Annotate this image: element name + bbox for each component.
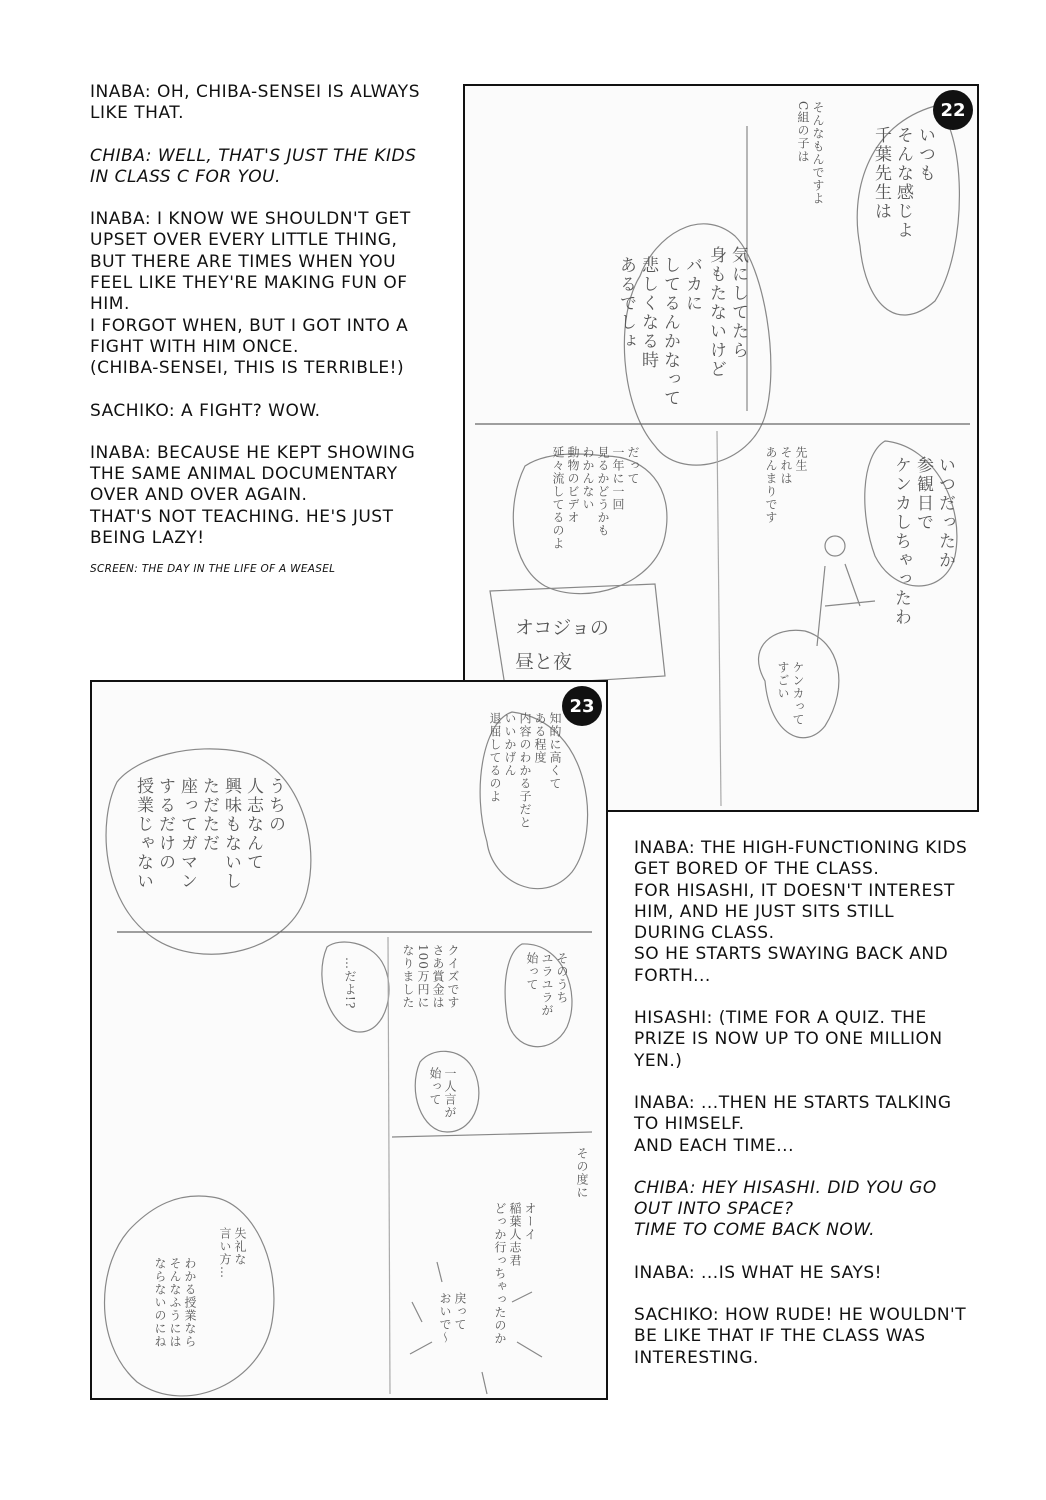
panel-number-badge: 23	[562, 686, 602, 726]
dialogue-line: BE LIKE THAT IF THE CLASS WAS	[634, 1326, 926, 1347]
dialogue-line: SACHIKO: A FIGHT? WOW.	[90, 400, 321, 421]
speech-text: 気にしてたら 身もたないけど	[706, 246, 748, 379]
dialogue-line: INABA: THE HIGH-FUNCTIONING KIDS	[634, 838, 968, 858]
dialogue-line: INTERESTING.	[634, 1347, 759, 1368]
dialogue-line: HIM.	[90, 294, 130, 315]
dialogue-line: BUT THERE ARE TIMES WHEN YOU	[90, 251, 397, 272]
speech-text: クイズです さあ賞金は 100万円に なりました	[401, 944, 460, 1009]
dialogue-line: SO HE STARTS SWAYING BACK AND	[634, 944, 949, 965]
speech-text: うちの 人志なんて 興味もないし ただただ 座ってガマン するだけの 授業じゃない	[133, 777, 285, 891]
dialogue-line: IN CLASS C FOR YOU.	[90, 166, 281, 187]
dialogue-line: (CHIBA-SENSEI, THIS IS TERRIBLE!)	[90, 358, 405, 379]
dialogue-line: GET BORED OF THE CLASS.	[634, 859, 880, 880]
board-text: オコジョの 昼と夜	[515, 617, 609, 673]
dialogue-line: TO HIMSELF.	[634, 1114, 745, 1135]
speech-text: 一人言が 始って	[428, 1067, 457, 1119]
speech-text: ケンカって すごい	[776, 661, 805, 726]
speech-text: いつも そんな感じよ 千葉先生は	[871, 126, 935, 240]
manga-panel-23	[90, 680, 608, 1400]
dialogue-line: INABA: BECAUSE HE KEPT SHOWING	[90, 442, 416, 463]
dialogue-line: PRIZE IS NOW UP TO ONE MILLION	[634, 1029, 943, 1050]
panel-number-badge: 22	[933, 90, 973, 130]
dialogue-line: LIKE THAT.	[90, 103, 185, 124]
speech-text: いつだったか 参観日で ケンカしちゃったわ	[891, 456, 955, 627]
dialogue-line: INABA: I KNOW WE SHOULDN'T GET	[90, 209, 411, 230]
speech-text: 先生 それは あんまりです	[764, 446, 808, 524]
speech-text: バカに してるんかなって 悲しくなる時 あるでしょ	[616, 256, 702, 408]
dialogue-line: CHIBA: WELL, THAT'S JUST THE KIDS	[90, 145, 417, 166]
dialogue-line: UPSET OVER EVERY LITTLE THING,	[90, 230, 398, 251]
dialogue-line: INABA: ...THEN HE STARTS TALKING	[634, 1092, 952, 1113]
translation-block-top	[90, 82, 450, 575]
screen-caption: SCREEN: THE DAY IN THE LIFE OF A WEASEL	[90, 563, 336, 576]
dialogue-line: INABA: OH, CHIBA-SENSEI IS ALWAYS	[90, 82, 420, 102]
speech-text: その度に	[575, 1147, 589, 1199]
dialogue-line: FORTH...	[634, 965, 711, 986]
dialogue-line: HIM, AND HE JUST SITS STILL	[634, 901, 895, 922]
speech-text: そのうち ユラユラが 始って	[525, 952, 569, 1017]
dialogue-line: YEN.)	[634, 1050, 683, 1071]
dialogue-line: I FORGOT WHEN, BUT I GOT INTO A	[90, 315, 409, 336]
dialogue-line: CHIBA: HEY HISASHI. DID YOU GO	[634, 1177, 937, 1198]
speech-text: オーイ 稲葉人志君 どっか行っちゃったのか	[493, 1202, 537, 1345]
speech-text: 知的に高くて ある程度 内容のわかる子だと いいかげん 退屈してるのよ	[488, 712, 562, 829]
dialogue-line: BEING LAZY!	[90, 528, 205, 549]
dialogue-line: FEEL LIKE THEY'RE MAKING FUN OF	[90, 273, 408, 294]
dialogue-line: INABA: ...IS WHAT HE SAYS!	[634, 1262, 882, 1283]
speech-text: そんなもんですよ C組の子は	[796, 101, 825, 205]
translation-block-bottom	[634, 838, 1014, 1369]
dialogue-line: OUT INTO SPACE?	[634, 1199, 794, 1220]
dialogue-line: SACHIKO: HOW RUDE! HE WOULDN'T	[634, 1305, 967, 1326]
speech-text: わかる授業なら そんなふうには ならないのにね	[153, 1257, 197, 1348]
speech-text: …だよ!?	[343, 957, 357, 1010]
dialogue-line: FOR HISASHI, IT DOESN'T INTEREST	[634, 880, 955, 901]
dialogue-line: TIME TO COME BACK NOW.	[634, 1220, 876, 1241]
dialogue-line: THAT'S NOT TEACHING. HE'S JUST	[90, 506, 394, 527]
dialogue-line: FIGHT WITH HIM ONCE.	[90, 336, 299, 357]
speech-text: だって 一年に一回 見るかどうかも わかんない 動物のビデオ 延々流してるのよ	[551, 446, 640, 550]
dialogue-line: AND EACH TIME...	[634, 1135, 794, 1156]
speech-text: 失礼な 言い方…	[218, 1227, 247, 1279]
dialogue-line: HISASHI: (TIME FOR A QUIZ. THE	[634, 1008, 927, 1029]
dialogue-line: DURING CLASS.	[634, 923, 775, 944]
speech-text: 戻って おいで〜	[438, 1292, 467, 1344]
dialogue-line: THE SAME ANIMAL DOCUMENTARY	[90, 464, 398, 485]
dialogue-line: OVER AND OVER AGAIN.	[90, 485, 308, 506]
